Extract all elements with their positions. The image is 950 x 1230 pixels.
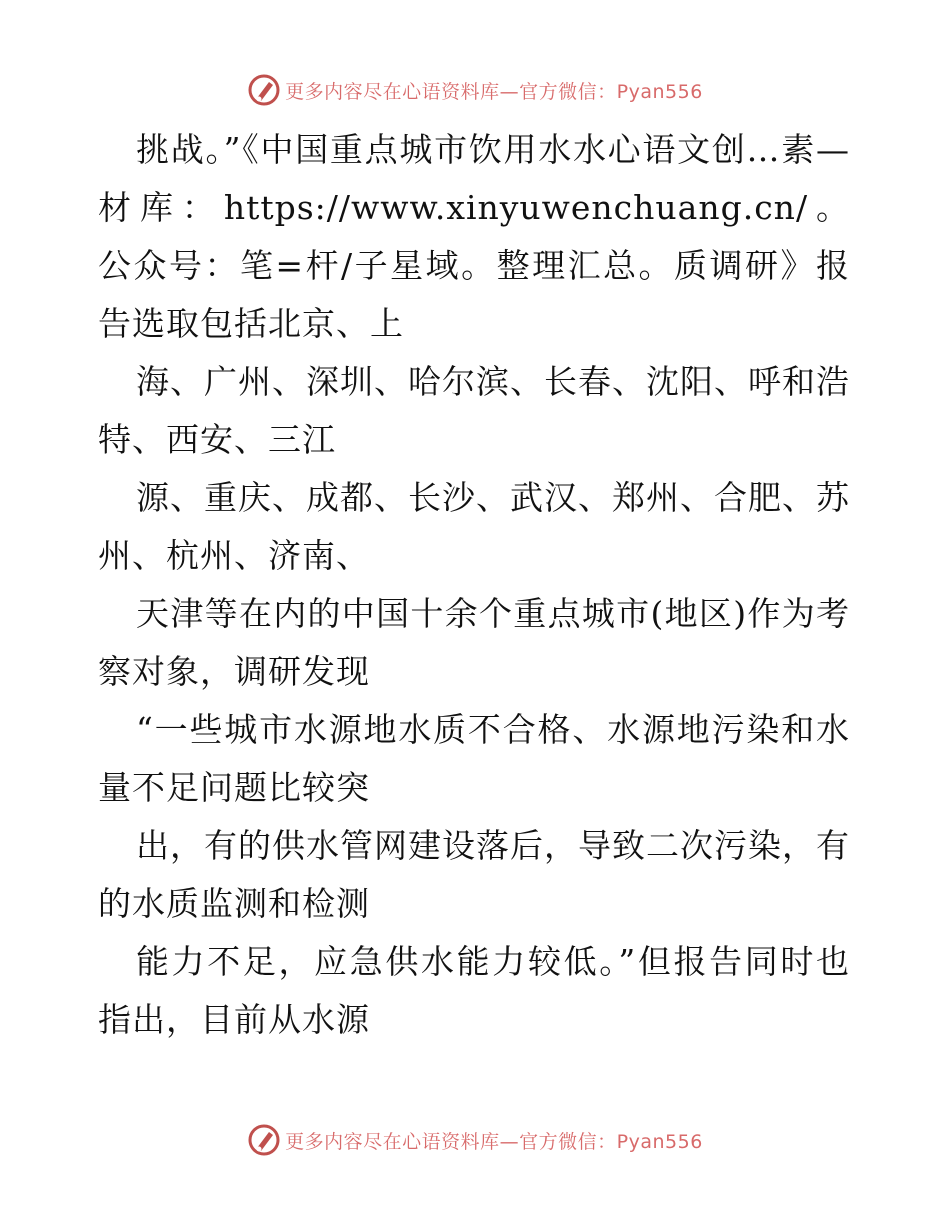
- document-body: [98, 121, 850, 1049]
- footer-banner: [0, 1120, 950, 1160]
- body-paragraph: “一些城市水源地水质不合格、水源地污染和水量不足问题比较突: [98, 710, 850, 807]
- body-paragraph: 源、重庆、成都、长沙、武汉、郑州、合肥、苏州、杭州、济南、: [98, 478, 850, 575]
- header-banner: [0, 70, 950, 110]
- body-paragraph: 能力不足，应急供水能力较低。”但报告同时也指出，目前从水源: [98, 942, 850, 1039]
- body-paragraph: 出，有的供水管网建设落后，导致二次污染，有的水质监测和检测: [98, 826, 850, 923]
- body-paragraph: 挑战。”《中国重点城市饮用水水心语文创…素—材库：https://www.xinyuwenchuang.cn/。公众号：笔=杆/子星域。整理汇总。质调研》报告选取包括北京、上: [98, 130, 850, 343]
- body-paragraph: 天津等在内的中国十余个重点城市(地区)作为考察对象，调研发现: [98, 594, 850, 691]
- body-paragraph: 海、广州、深圳、哈尔滨、长春、沈阳、呼和浩特、西安、三江: [98, 362, 850, 459]
- header-banner-text: 更多内容尽在心语资料库—官方微信：Pyan556: [285, 80, 703, 103]
- pen-nib-icon: [247, 73, 281, 107]
- pen-nib-icon: [247, 1123, 281, 1157]
- footer-banner-text: 更多内容尽在心语资料库—官方微信：Pyan556: [285, 1130, 703, 1153]
